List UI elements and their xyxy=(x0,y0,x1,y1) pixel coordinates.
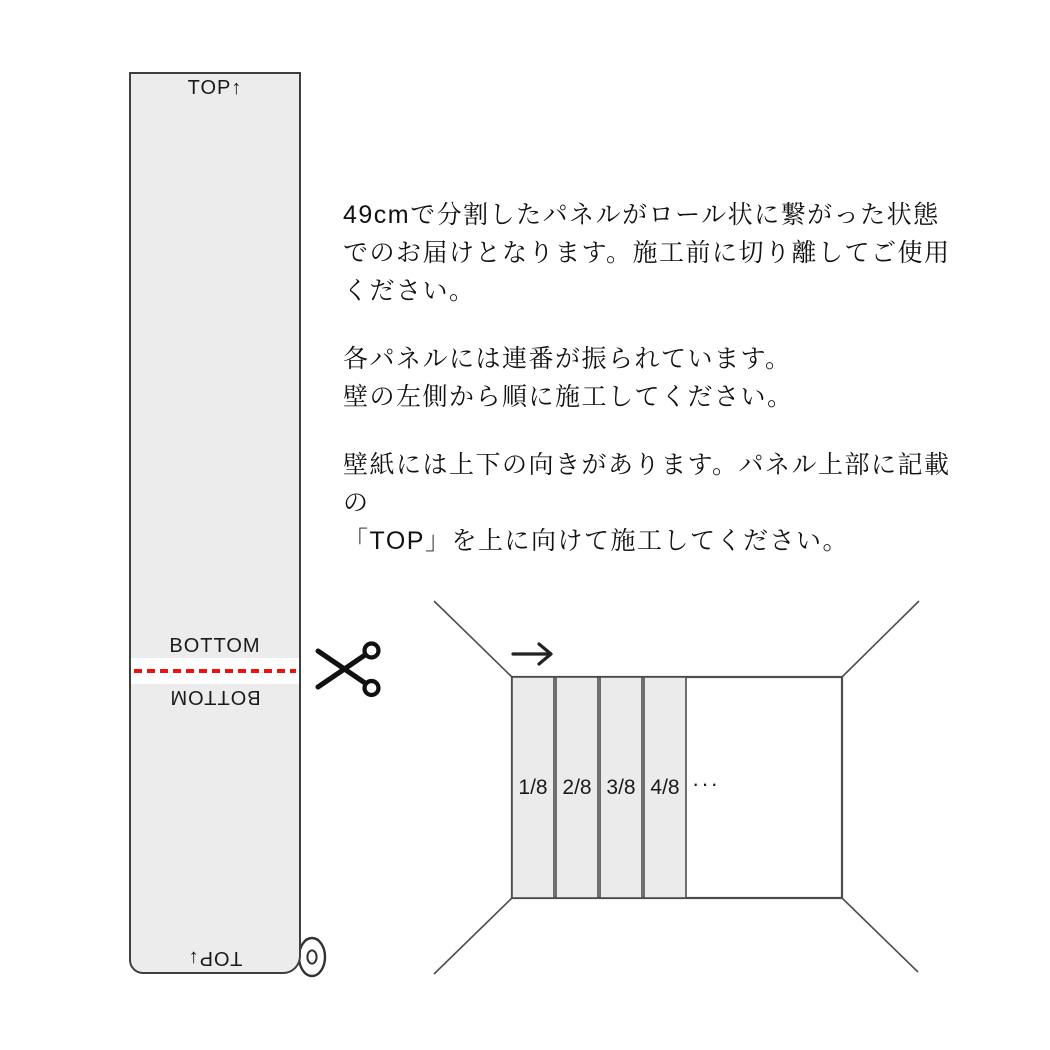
ceiling-edge-right xyxy=(842,601,919,677)
roll-core-ellipse xyxy=(307,950,316,963)
wallpaper-roll-icon xyxy=(297,934,333,982)
strip-top-label-flipped: TOP↓ xyxy=(187,947,243,969)
cut-band xyxy=(131,658,299,684)
p3-line-2: 「TOP」を上に向けて施工してください。 xyxy=(343,527,849,555)
scissors-blade-upper xyxy=(318,651,365,683)
room-perspective-diagram xyxy=(420,590,930,985)
p1-line-2: でのお届けとなります。施工前に切り離してご使用 xyxy=(343,239,951,267)
cut-line-dashed-red xyxy=(134,669,296,673)
wall-panel-2-label: 2/8 xyxy=(562,776,592,799)
wall-panel-1-label: 1/8 xyxy=(518,776,548,799)
p2-line-2: 壁の左側から順に施工してください。 xyxy=(343,383,794,411)
panels-continue-ellipsis: ··· xyxy=(692,771,720,796)
strip-bottom-label-flipped: BOTTOM xyxy=(169,686,261,708)
floor-edge-left xyxy=(434,898,512,974)
instruction-paragraph-3 xyxy=(343,446,963,560)
wall-panel-3-label: 3/8 xyxy=(606,776,636,799)
strip-bottom-label: BOTTOM xyxy=(169,635,261,657)
instruction-paragraph-2 xyxy=(343,340,963,416)
wallpaper-strip xyxy=(129,72,301,974)
p3-line-1: 壁紙には上下の向きがあります。パネル上部に記載の xyxy=(343,451,951,517)
strip-top-label: TOP↑ xyxy=(187,77,243,99)
ceiling-edge-left xyxy=(434,601,512,677)
wall-panel-4-label: 4/8 xyxy=(650,776,680,799)
p1-line-1: 49cmで分割したパネルがロール状に繋がった状態 xyxy=(343,201,940,229)
scissors-blade-lower xyxy=(318,655,365,687)
p2-line-1: 各パネルには連番が振られています。 xyxy=(343,345,792,373)
floor-edge-right xyxy=(842,898,918,972)
instruction-text xyxy=(343,196,963,560)
right-arrow-icon xyxy=(513,644,551,664)
scissors-handle-upper xyxy=(365,644,379,658)
p1-line-3: ください。 xyxy=(343,277,476,305)
scissors-icon xyxy=(315,641,387,703)
scissors-handle-lower xyxy=(365,681,379,695)
instruction-paragraph-1 xyxy=(343,196,963,310)
